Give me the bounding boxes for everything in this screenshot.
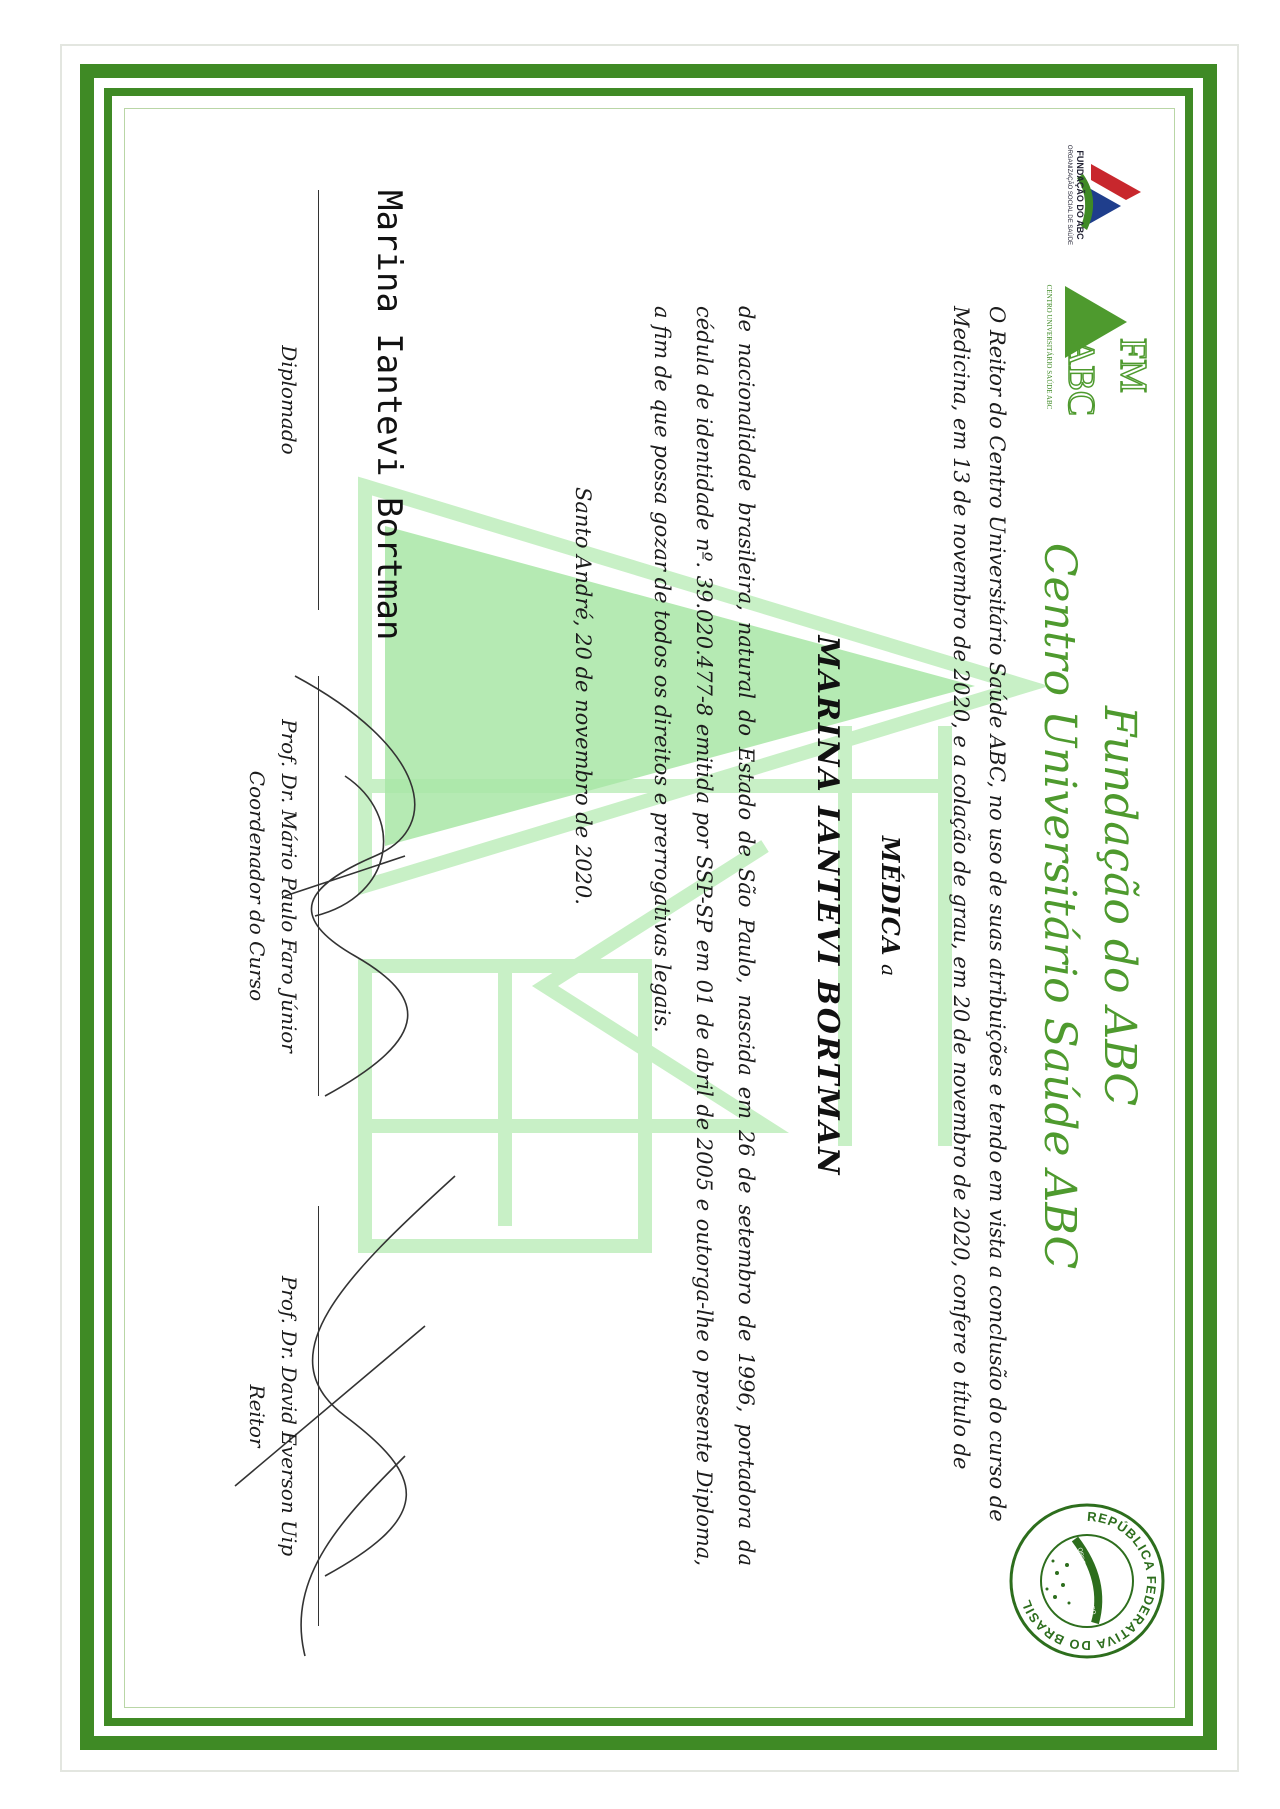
seal-outer-text: REPÚBLICA FEDERATIVA DO BRASIL [1018, 1508, 1160, 1654]
coordinator-title: Coordenador do Curso [245, 770, 269, 1002]
fmabc-logo-top: FM [1112, 338, 1154, 393]
graduate-role-line: Diplomado [277, 345, 301, 455]
place-and-date: Santo André, 20 de novembro de 2020. [571, 487, 595, 905]
institution-subtitle: Centro Universitário Saúde ABC [1034, 542, 1085, 1270]
body-paragraph: de nacionalidade brasileira, natural do Estado de São Paulo, nascida em 26 de setembro de 1996, portadora da cédula de identidade nº. 39.020.477-8 emitida por SSP-SP em 01 de abril de 2005 e outorga-lhe o presente Diploma, a fim de que possa gozar de todos os direitos e prerrogativas legais. [650, 306, 758, 1566]
fmabc-logo-bottom: ABC [1060, 338, 1102, 417]
institution-title: Fundação do ABC [1094, 705, 1145, 1107]
fundacao-logo-sub: ORGANIZAÇÃO SOCIAL DE SAÚDE [1066, 144, 1072, 246]
brazil-republic-seal [1007, 1501, 1167, 1661]
fundacao-logo-label: FUNDAÇÃO DO ABC [1075, 150, 1085, 240]
rector-title: Reitor [245, 1384, 269, 1448]
graduate-signature: Marina Iantevi Bortman [369, 190, 409, 641]
coordinator-name: Prof. Dr. Mário Paulo Faro Júnior [277, 719, 301, 1053]
fmabc-logo-sub: CENTRO UNIVERSITÁRIO SAÚDE ABC [1045, 284, 1053, 410]
degree-line [876, 96, 905, 1716]
seal-motto: ORDEM E PROGRESSO [1075, 1547, 1097, 1616]
diploma-content [113, 96, 1185, 1716]
degree-connector: a [877, 964, 901, 977]
intro-paragraph: O Reitor do Centro Universitário Saúde ABC, no uso de suas atribuições e tendo em vista a conclusão do curso de Medicina, em 13 de novembro de 2020, e a colação de grau, em 20 de novembro de 2020, confere o título de [949, 306, 1009, 1522]
signature-line-graduate [318, 190, 319, 610]
rector-role [241, 1206, 305, 1626]
graduate-name: MARINA IANTEVI BORTMAN [810, 635, 845, 1177]
graduate-role [273, 190, 305, 610]
degree-title: MÉDICA [876, 835, 905, 957]
rector-name: Prof. Dr. David Everson Uip [277, 1275, 301, 1557]
coordinator-role [241, 676, 305, 1096]
